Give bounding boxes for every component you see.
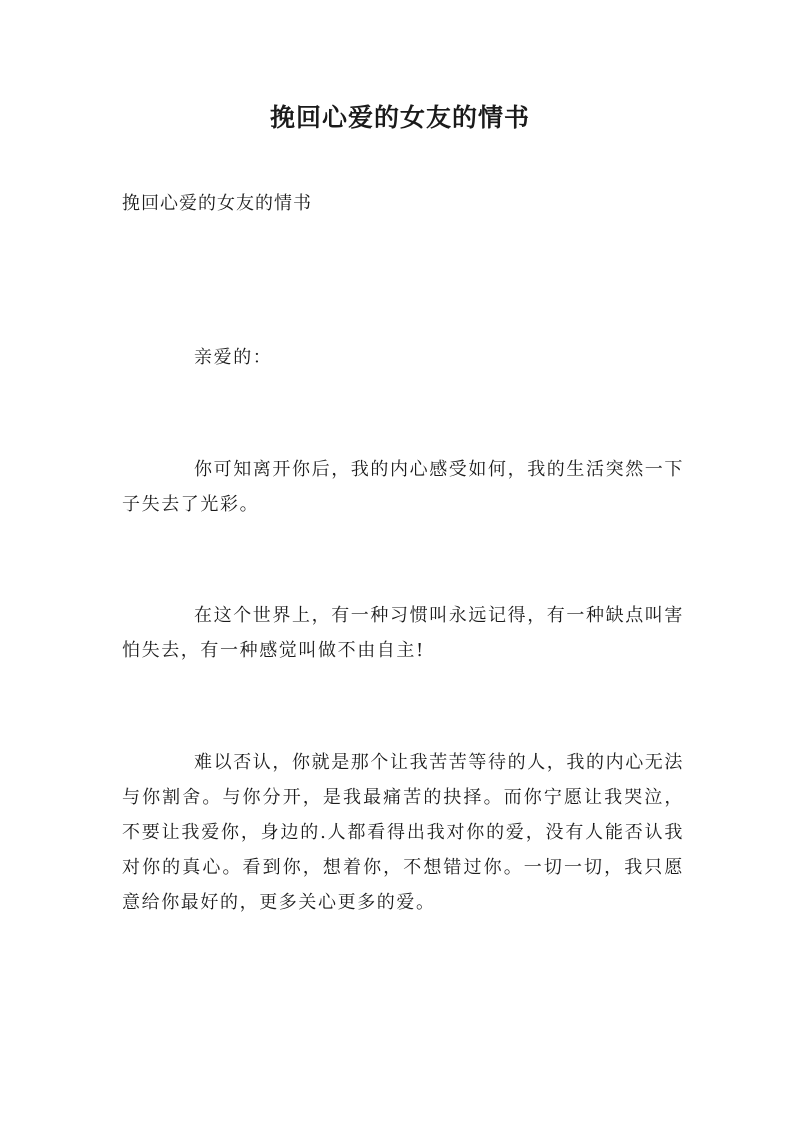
letter-paragraph-1: 你可知离开你后，我的内心感受如何，我的生活突然一下子失去了光彩。 [122, 459, 684, 515]
letter-paragraph-2: 在这个世界上，有一种习惯叫永远记得，有一种缺点叫害怕失去，有一种感觉叫做不由自主! [122, 605, 684, 661]
document-title: 挽回心爱的女友的情书 [269, 103, 530, 132]
document-subtitle: 挽回心爱的女友的情书 [122, 193, 312, 214]
letter-greeting: 亲爱的： [194, 347, 273, 368]
letter-paragraph-3: 难以否认，你就是那个让我苦苦等待的人，我的内心无法与你割舍。与你分开，是我最痛苦的抉择。而你宁愿让我哭泣，不要让我爱你，身边的.人都看得出我对你的爱，没有人能否认我对你的真心。看到你，想着你，不想错过你。一切一切，我只愿意给你最好的，更多关心更多的爱。 [122, 752, 684, 913]
